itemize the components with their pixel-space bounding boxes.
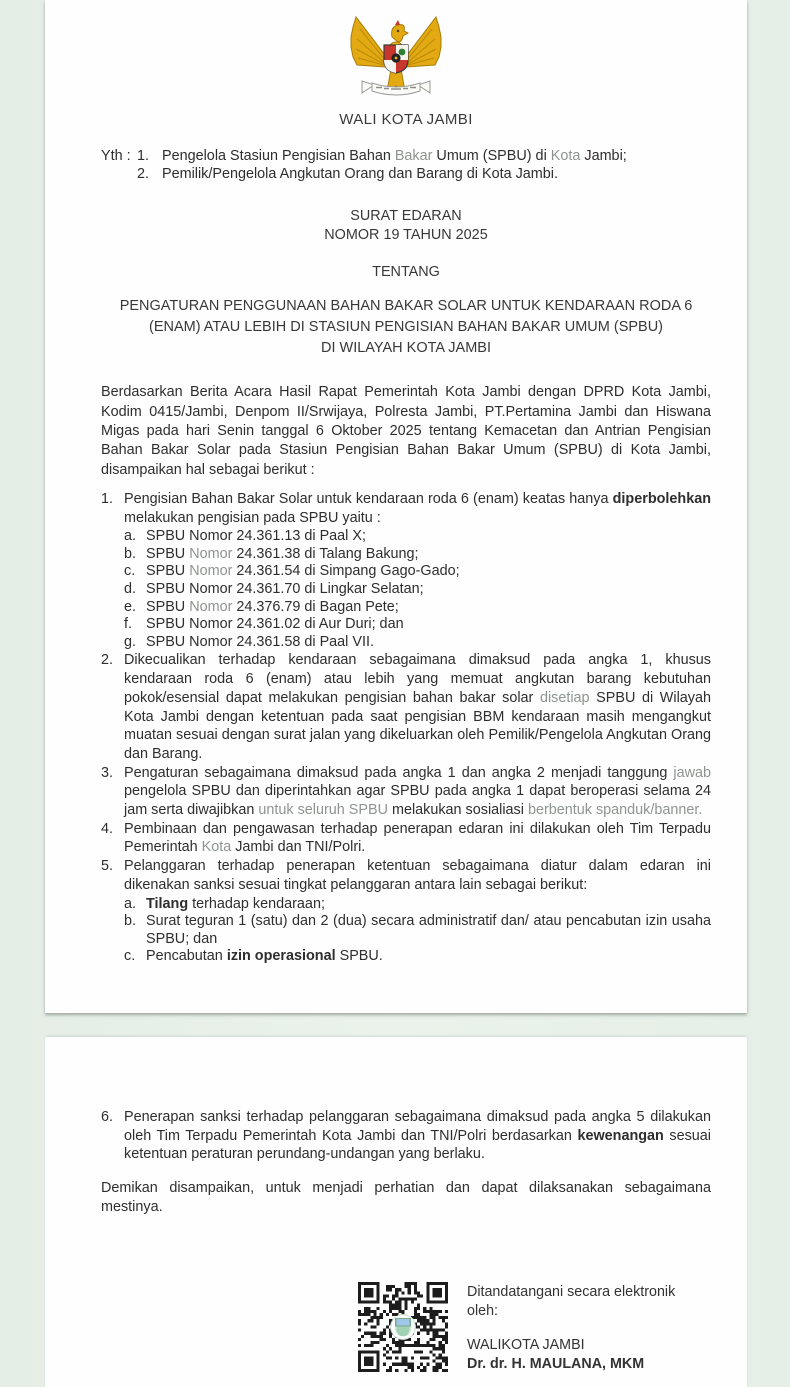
addressee-item xyxy=(137,165,711,183)
sub-item xyxy=(124,913,711,948)
closing-paragraph: Demikan disampaikan, untuk menjadi perhatian dan dapat dilaksanakan sebagaimana mestinya. xyxy=(101,1180,711,1216)
sub-item xyxy=(124,563,711,581)
subject-line: (ENAM) ATAU LEBIH DI STASIUN PENGISIAN BAHAN BAKAR UMUM (SPBU) xyxy=(148,319,664,336)
item-number: 2. xyxy=(101,652,114,669)
item-text: Pengisian Bahan Bakar Solar untuk kendaraan roda 6 (enam) keatas hanya diperbolehkan melakukan pengisian pada SPBU yaitu : xyxy=(124,490,711,526)
addressee-item xyxy=(137,147,711,165)
sub-item-text: Pencabutan izin operasional SPBU. xyxy=(146,948,383,965)
item-text: Pengaturan sebagaimana dimaksud pada angka 1 dan angka 2 menjadi tanggung jawab pengelola SPBU dan diperintahkan agar SPBU pada angka 1 dapat beroperasi selama 24 jam serta diwajibkan untuk seluruh SPBU melakukan sosialiasi berbentuk spanduk/banner. xyxy=(124,764,711,819)
item-text: Pembinaan dan pengawasan terhadap penerapan edaran ini dilakukan oleh Tim Terpadu Pemerintah Kota Jambi dan TNI/Polri. xyxy=(124,820,711,856)
sub-item-text: SPBU Nomor 24.361.54 di Simpang Gago-Gado; xyxy=(146,563,460,580)
letterhead-title: WALI KOTA JAMBI xyxy=(339,111,473,128)
page-2 xyxy=(45,1037,747,1387)
letter-type: SURAT EDARAN xyxy=(350,208,462,225)
item-number: 4. xyxy=(101,820,114,837)
item-number: 5. xyxy=(101,858,114,875)
sub-item-letter: c. xyxy=(124,948,136,965)
item-text: Pelanggaran terhadap penerapan ketentuan sebagaimana diatur dalam edaran ini dikenakan sanksi sesuai tingkat pelanggaran antara lain sebagai berikut: xyxy=(124,858,711,893)
item-number: 1. xyxy=(101,490,114,507)
sub-item xyxy=(124,948,711,966)
addressee-text: Pengelola Stasiun Pengisian Bahan Bakar Umum (SPBU) di Kota Jambi; xyxy=(162,148,627,164)
letter-subject xyxy=(101,296,711,359)
sub-item xyxy=(124,634,711,652)
sub-item-letter: c. xyxy=(124,563,136,580)
numbered-list xyxy=(101,490,711,966)
list-item-2 xyxy=(101,651,711,763)
signature-note-line-2: oleh: xyxy=(467,1302,499,1319)
sub-item xyxy=(124,616,711,634)
sub-item-letter: a. xyxy=(124,895,137,912)
sub-item-text: SPBU Nomor 24.376.79 di Bagan Pete; xyxy=(146,598,399,615)
list-item-5 xyxy=(101,857,711,966)
list-item-1 xyxy=(101,490,711,652)
numbered-list-continued xyxy=(101,1108,711,1164)
addressee-number: 1. xyxy=(137,148,150,164)
item-text: Penerapan sanksi terhadap pelanggaran sebagaimana dimaksud pada angka 5 dilakukan oleh Tim Terpadu Pemerintah Kota Jambi dan TNI/Polri berdasarkan kewenangan sesuai ketentuan peraturan perundang-undangan yang berlaku. xyxy=(124,1109,711,1163)
sub-item-letter: f. xyxy=(124,616,132,633)
letter-heading xyxy=(101,207,711,245)
sub-item-text: SPBU Nomor 24.361.02 di Aur Duri; dan xyxy=(146,616,404,633)
sub-item-letter: b. xyxy=(124,913,137,930)
list-item-6 xyxy=(101,1108,711,1164)
sub-item-text: SPBU Nomor 24.361.13 di Paal X; xyxy=(146,528,366,545)
sub-item xyxy=(124,599,711,617)
addressee-label: Yth : xyxy=(101,148,131,164)
sub-item-text: SPBU Nomor 24.361.58 di Paal VII. xyxy=(146,633,374,650)
electronic-signature-qr-code xyxy=(358,1282,448,1372)
about-label: TENTANG xyxy=(372,264,440,281)
page-1 xyxy=(45,0,747,1013)
letter-number: NOMOR 19 TAHUN 2025 xyxy=(324,227,488,244)
signature-note-line-1: Ditandatangani secara elektronik xyxy=(467,1284,676,1300)
sub-item-text: SPBU Nomor 24.361.70 di Lingkar Selatan; xyxy=(146,581,424,598)
sub-item-text: SPBU Nomor 24.361.38 di Talang Bakung; xyxy=(146,545,419,562)
signer-name: Dr. dr. H. MAULANA, MKM xyxy=(467,1355,645,1372)
sub-item-text: Surat teguran 1 (satu) dan 2 (dua) secara administratif dan/ atau pencabutan izin usaha SPBU; dan xyxy=(146,913,711,947)
sub-item-letter: e. xyxy=(124,598,137,615)
sub-item-letter: g. xyxy=(124,633,137,650)
list-item-4 xyxy=(101,820,711,857)
signature-block xyxy=(358,1282,675,1373)
addressee-number: 2. xyxy=(137,166,150,183)
sub-item-letter: b. xyxy=(124,545,137,562)
opening-paragraph: Berdasarkan Berita Acara Hasil Rapat Pemerintah Kota Jambi dengan DPRD Kota Jambi, Kodim 0415/Jambi, Denpom II/Srwijaya, Polresta Jambi, PT.Pertamina Jambi dan Hiswana Migas pada hari Senin tanggal 6 Oktober 2025 tentang Kemacetan dan Antrian Pengisian Bahan Bakar Solar pada Stasiun Pengisian Bahan Bakar Umum (SPBU) di Kota Jambi, disampaikan hal sebagai berikut : xyxy=(101,384,711,478)
item-number: 6. xyxy=(101,1109,114,1125)
sub-item-letter: a. xyxy=(124,528,137,545)
sub-item xyxy=(124,581,711,599)
item-number: 3. xyxy=(101,764,114,781)
sub-item-letter: d. xyxy=(124,581,137,598)
list-item-3 xyxy=(101,764,711,820)
sub-item xyxy=(124,896,711,914)
addressee-block xyxy=(101,147,711,183)
sub-item xyxy=(124,528,711,546)
item-text: Dikecualikan terhadap kendaraan sebagaimana dimaksud pada angka 1, khusus kendaraan roda 6 (enam) atau lebih yang memuat angkutan barang kebutuhan pokok/esensial dapat melakukan pengisian bahan bakar solar disetiap SPBU di Wilayah Kota Jambi dengan ketentuan pada saat pengisian BBM kendaraan masih mengangkut muatan sesuai dengan surat jalan yang dikeluarkan oleh Pemilik/Pengelola Angkutan Orang dan Barang. xyxy=(124,652,711,762)
subject-line: PENGATURAN PENGGUNAAN BAHAN BAKAR SOLAR UNTUK KENDARAAN RODA 6 xyxy=(119,298,693,315)
addressee-text: Pemilik/Pengelola Angkutan Orang dan Barang di Kota Jambi. xyxy=(162,166,558,183)
signer-title: WALIKOTA JAMBI xyxy=(467,1337,585,1353)
sub-item-text: Tilang terhadap kendaraan; xyxy=(146,895,325,912)
subject-line: DI WILAYAH KOTA JAMBI xyxy=(321,340,491,357)
sub-item xyxy=(124,546,711,564)
garuda-pancasila-emblem xyxy=(348,7,444,97)
